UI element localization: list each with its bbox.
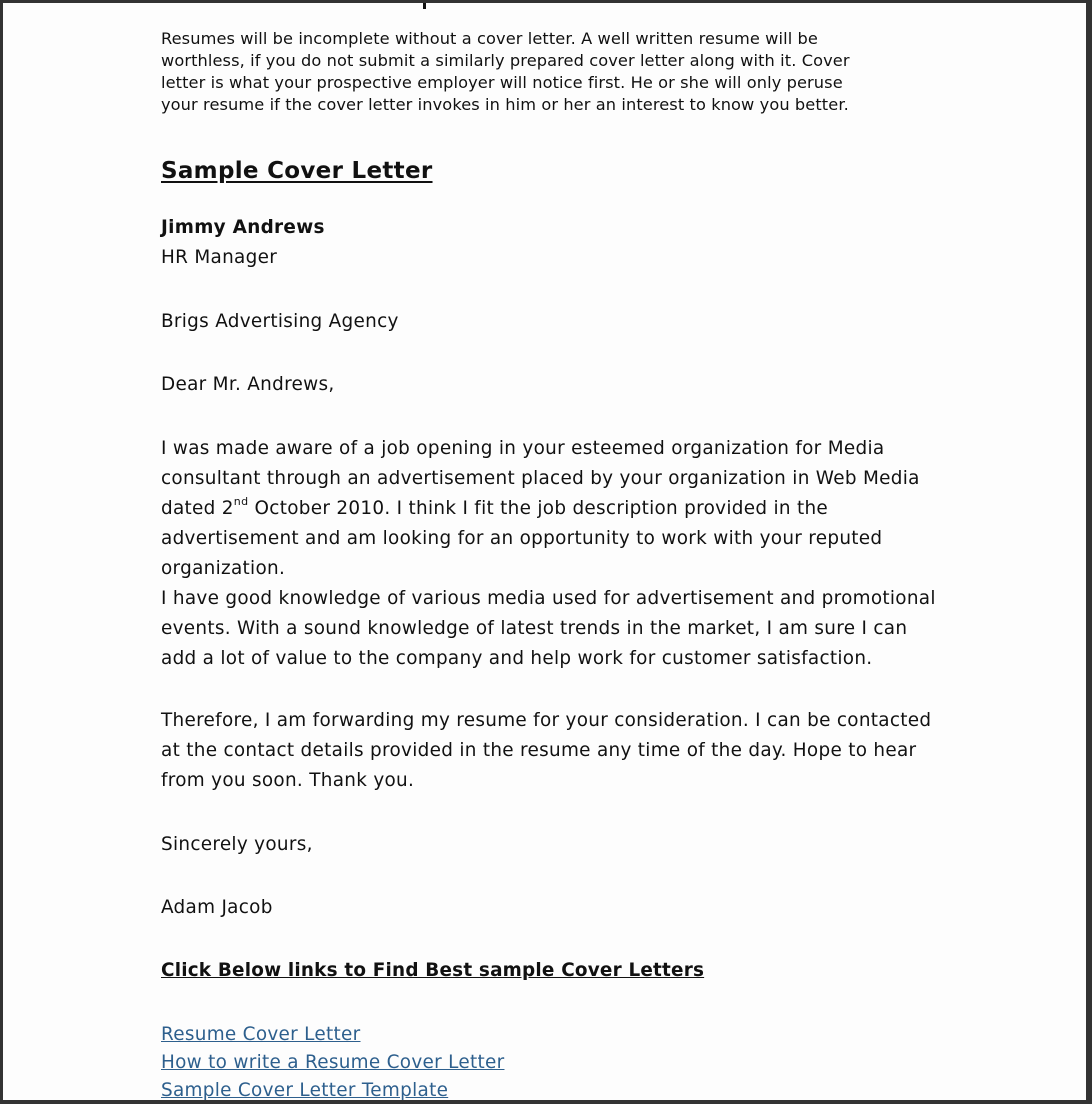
intro-line: letter is what your prospective employer will notice first. He or she will only peruse — [161, 73, 843, 92]
paragraph-line: from you soon. Thank you. — [161, 770, 415, 791]
link-sample-cover-letter-template[interactable]: Sample Cover Letter Template — [161, 1080, 449, 1100]
paragraph-line: organization. — [161, 558, 286, 579]
signature: Adam Jacob — [161, 897, 273, 918]
recipient-name: Jimmy Andrews — [161, 217, 325, 238]
salutation: Dear Mr. Andrews, — [161, 374, 335, 395]
paragraph-line: Therefore, I am forwarding my resume for your consideration. I can be contacted — [161, 710, 932, 731]
date-continued-text: October 2010. I think I fit the job description provided in the — [248, 498, 829, 519]
link-how-to-write-resume-cover-letter[interactable]: How to write a Resume Cover Letter — [161, 1052, 505, 1073]
date-text: dated 2 — [161, 498, 234, 519]
recipient-title: HR Manager — [161, 247, 278, 268]
closing: Sincerely yours, — [161, 834, 313, 855]
document-page — [3, 3, 1086, 1100]
intro-line: worthless, if you do not submit a similarly prepared cover letter along with it. Cover — [161, 51, 850, 70]
intro-line: Resumes will be incomplete without a cover letter. A well written resume will be — [161, 29, 818, 48]
section-title: Sample Cover Letter — [161, 158, 433, 184]
ordinal-suffix: nd — [233, 495, 249, 508]
company-name: Brigs Advertising Agency — [161, 311, 399, 332]
paragraph-line: at the contact details provided in the resume any time of the day. Hope to hear — [161, 740, 917, 761]
link-resume-cover-letter[interactable]: Resume Cover Letter — [161, 1024, 361, 1045]
body-paragraph-2 — [161, 706, 951, 796]
paragraph-line: I was made aware of a job opening in your esteemed organization for Media — [161, 438, 885, 459]
paragraph-line: add a lot of value to the company and help work for customer satisfaction. — [161, 648, 873, 669]
body-paragraph-1 — [161, 434, 951, 674]
paragraph-line: consultant through an advertisement placed by your organization in Web Media — [161, 468, 920, 489]
intro-paragraph — [161, 28, 941, 116]
paragraph-line: advertisement and am looking for an opportunity to work with your reputed — [161, 528, 883, 549]
paragraph-line — [161, 494, 951, 524]
intro-line: your resume if the cover letter invokes in him or her an interest to know you better. — [161, 95, 849, 114]
paragraph-line: events. With a sound knowledge of latest trends in the market, I am sure I can — [161, 618, 908, 639]
paragraph-line: I have good knowledge of various media used for advertisement and promotional — [161, 588, 936, 609]
links-heading: Click Below links to Find Best sample Cover Letters — [161, 960, 705, 981]
clipped-glyph — [423, 3, 426, 9]
